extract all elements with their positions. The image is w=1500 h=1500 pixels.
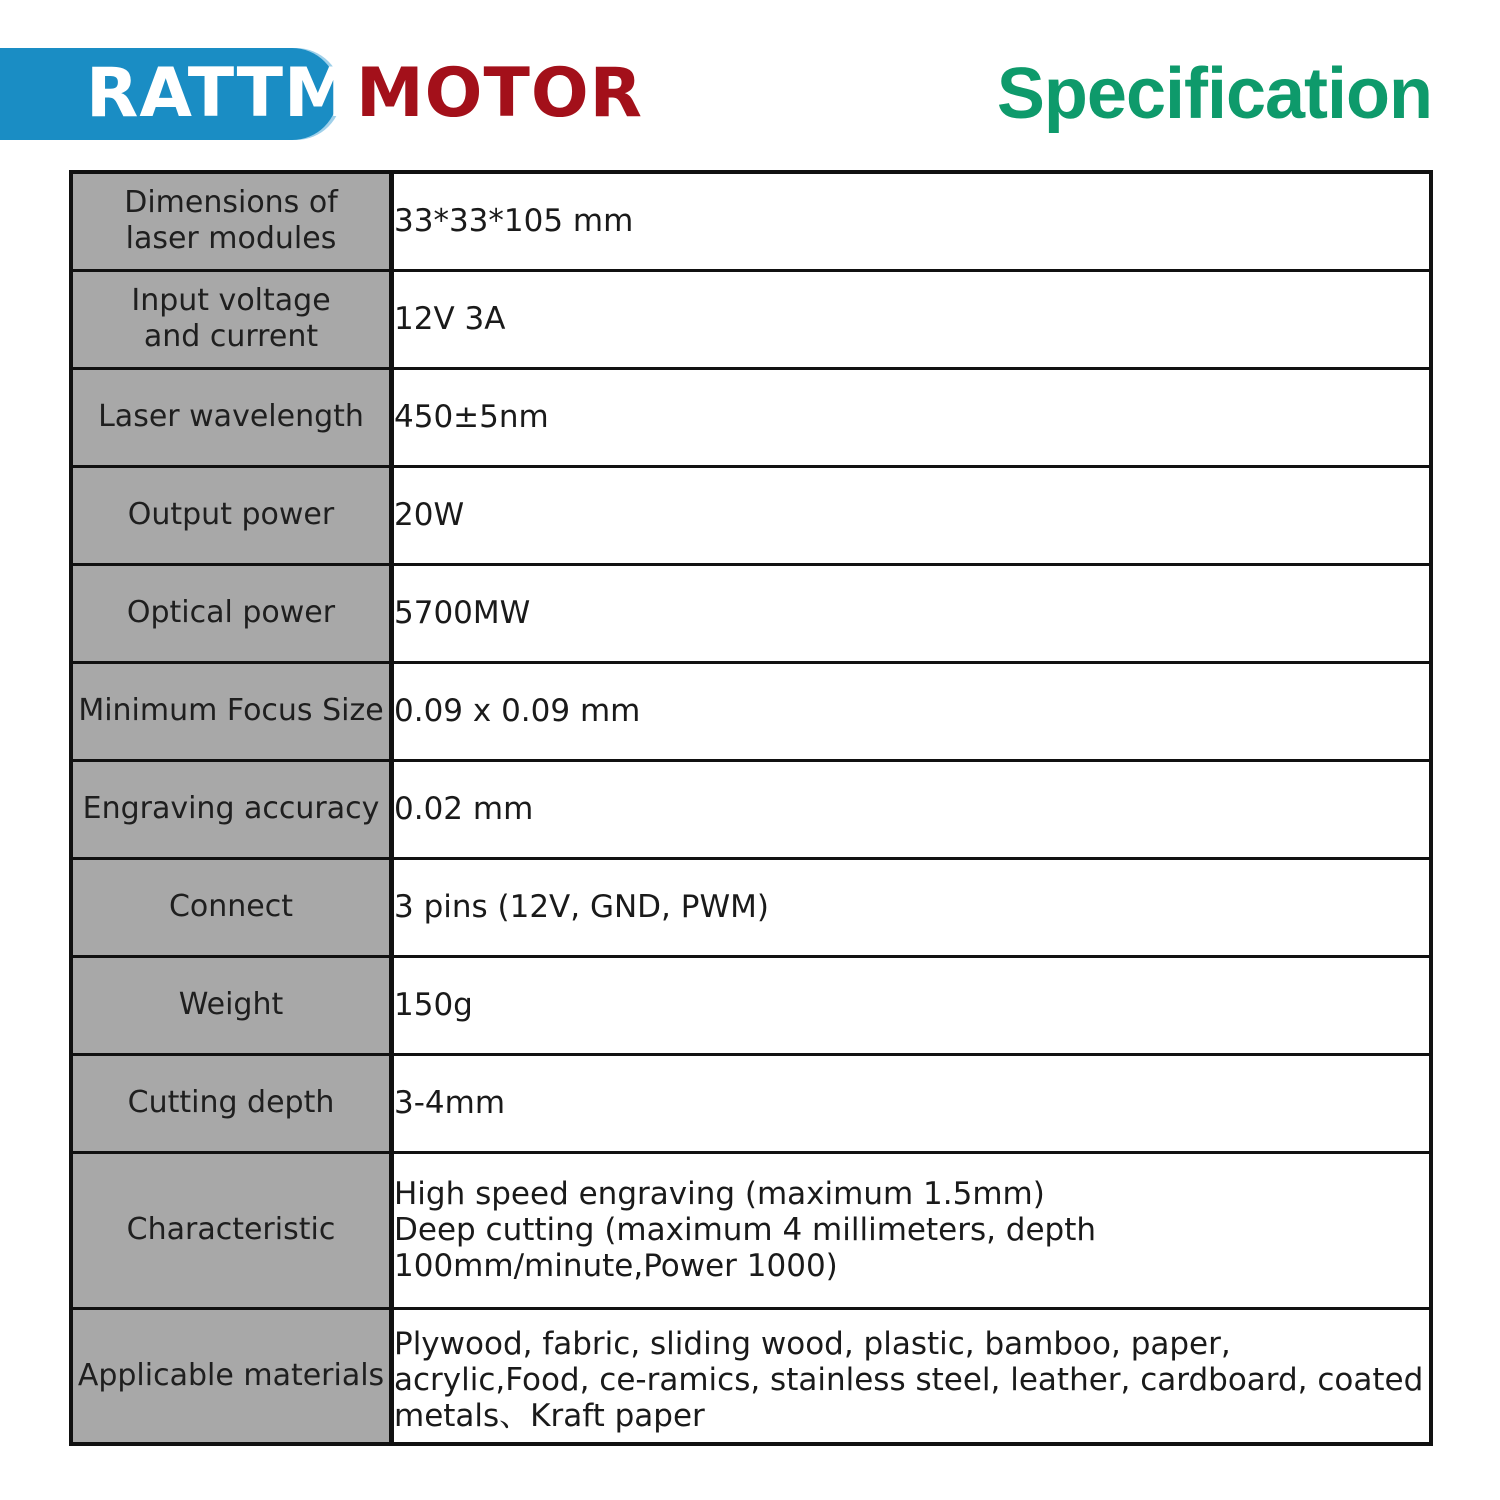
row-label: Weight (71, 956, 392, 1054)
row-label: Laser wavelength (71, 368, 392, 466)
row-label: Minimum Focus Size (71, 662, 392, 760)
table-row (71, 1308, 1431, 1444)
table-row (71, 368, 1431, 466)
table-row (71, 956, 1431, 1054)
row-value-line-2: Deep cutting (maximum 4 millimeters, depth 100mm/minute,Power 1000) (394, 1212, 1097, 1284)
row-value: 12V 3A (392, 270, 1432, 368)
row-value: 150g (392, 956, 1432, 1054)
row-value (392, 1152, 1432, 1308)
row-label: Optical power (71, 564, 392, 662)
table-row (71, 564, 1431, 662)
row-value: 20W (392, 466, 1432, 564)
row-label: Dimensions of laser modules (71, 172, 392, 270)
row-value: 3-4mm (392, 1054, 1432, 1152)
row-label: Output power (71, 466, 392, 564)
table-row (71, 466, 1431, 564)
row-label: Input voltage and current (71, 270, 392, 368)
row-value: 0.09 x 0.09 mm (392, 662, 1432, 760)
row-label: Cutting depth (71, 1054, 392, 1152)
row-value: Plywood, fabric, sliding wood, plastic, bamboo, paper, acrylic,Food, ce-ramics, stainless steel, leather, cardboard, coated metals、Kraft paper (392, 1308, 1432, 1444)
table-row (71, 1054, 1431, 1152)
row-value: 0.02 mm (392, 760, 1432, 858)
row-label: Characteristic (71, 1152, 392, 1308)
table-row (71, 270, 1431, 368)
brand-name-motor: MOTOR (356, 54, 644, 133)
brand-name-rattm: RATTM (86, 54, 353, 133)
row-value: 5700MW (392, 564, 1432, 662)
table-row (71, 760, 1431, 858)
page-title: Specification (996, 54, 1432, 134)
table-row (71, 662, 1431, 760)
row-value: 450±5nm (392, 368, 1432, 466)
row-value: 33*33*105 mm (392, 172, 1432, 270)
table-row (71, 1152, 1431, 1308)
table-row (71, 858, 1431, 956)
row-label: Engraving accuracy (71, 760, 392, 858)
specification-table (69, 170, 1433, 1446)
row-value: 3 pins (12V, GND, PWM) (392, 858, 1432, 956)
row-value-line-1: High speed engraving (maximum 1.5mm) (394, 1176, 1045, 1212)
row-label: Applicable materials (71, 1308, 392, 1444)
table-row (71, 172, 1431, 270)
row-label: Connect (71, 858, 392, 956)
